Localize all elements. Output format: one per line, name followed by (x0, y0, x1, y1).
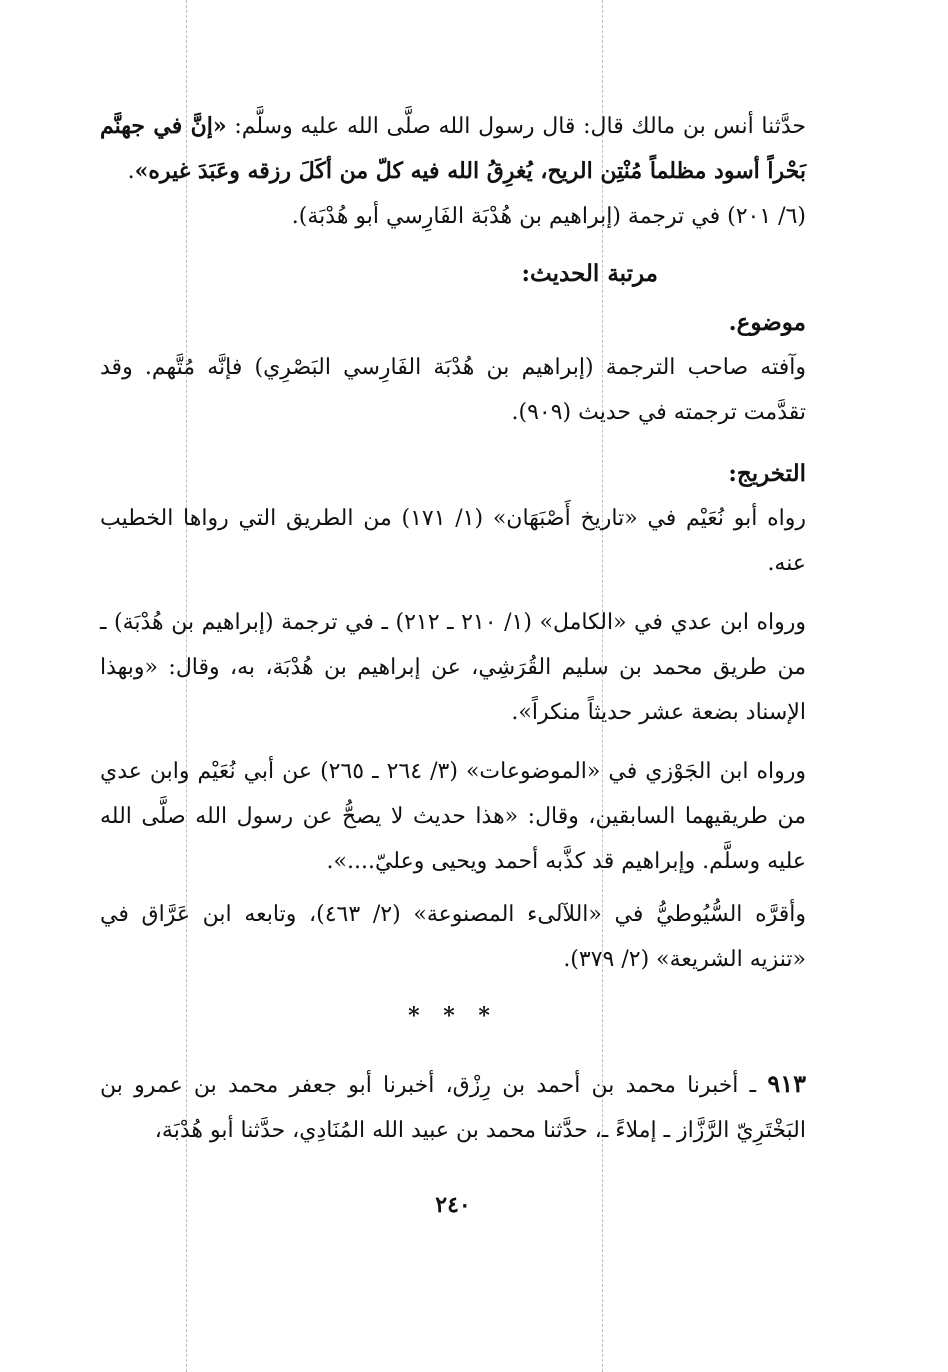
grade-value: موضوع. (728, 309, 806, 336)
hadith-quote: «إنَّ في جهنَّم بَحْراً أسود مظلماً مُنْتِن الريح، يُغرِقُ الله فيه كلّ من أكَلَ رزقه وعَبَدَ غيره» (100, 113, 806, 184)
section-separator: * * * (408, 1003, 498, 1029)
hadith-number: ٩١٣ (767, 1069, 806, 1098)
next-hadith-paragraph (100, 1061, 806, 1153)
takhrij-paragraph-2: ورواه ابن عدي في «الكامل» (١/ ٢١٠ ـ ٢١٢) ـ في ترجمة (إبراهيم بن هُدْبَة) ـ من طريق محمد بن سليم القُرَشِي، عن إبراهيم بن هُدْبَة، به، وقال: «وبهذا الإسناد بضعة عشر حديثاً منكراً». (100, 610, 807, 725)
section-heading-takhrij: التخريج: (728, 460, 806, 487)
hadith-end: . (127, 159, 135, 184)
takhrij-paragraph-3: ورواه ابن الجَوْزي في «الموضوعات» (٣/ ٢٦٤ ـ ٢٦٥) عن أبي نُعَيْم وابن عدي من طريقيهما السابقين، وقال: «هذا حديث لا يصحُّ عن رسول الله صلَّى الله عليه وسلَّم. وإبراهيم قد كذَّبه أحمد ويحيى وعليّ....». (100, 759, 807, 874)
grade-explanation: وآفته صاحب الترجمة (إبراهيم بن هُدْبَة الفَارِسي البَصْرِي) فإنَّه مُتَّهم. وقد تقدَّمت ترجمته في حديث (٩٠٩). (100, 355, 806, 425)
page-number: ٢٤٠ (435, 1192, 471, 1218)
source-reference: (٦/ ٢٠١) في ترجمة (إبراهيم بن هُدْبَة الفَارِسي أبو هُدْبَة). (291, 204, 806, 229)
document-page (100, 104, 806, 1334)
isnad-text: ـ أخبرنا محمد بن أحمد بن رِزْق، أخبرنا أبو جعفر محمد بن عمرو بن البَخْتَرِيّ الرَّزَّاز ـ إملاءً ـ، حدَّثنا محمد بن عبيد الله المُنَادِي، حدَّثنا أبو هُدْبَة، (100, 1073, 806, 1143)
section-heading-grade: مرتبة الحديث: (521, 260, 658, 287)
hadith-intro: حدَّثنا أنس بن مالك قال: قال رسول الله صلَّى الله عليه وسلَّم: (226, 114, 807, 139)
takhrij-paragraph-4: وأقرَّه السُّيُوطيُّ في «اللآلىء المصنوعة» (٢/ ٤٦٣)، وتابعه ابن عَرَّاق في «تنزيه الشريعة» (٢/ ٣٧٩). (100, 902, 806, 972)
hadith-text-paragraph (100, 104, 806, 194)
takhrij-paragraph-1: رواه أبو نُعَيْم في «تاريخ أَصْبَهَان» (١/ ١٧١) من الطريق التي رواها الخطيب عنه. (100, 506, 807, 576)
